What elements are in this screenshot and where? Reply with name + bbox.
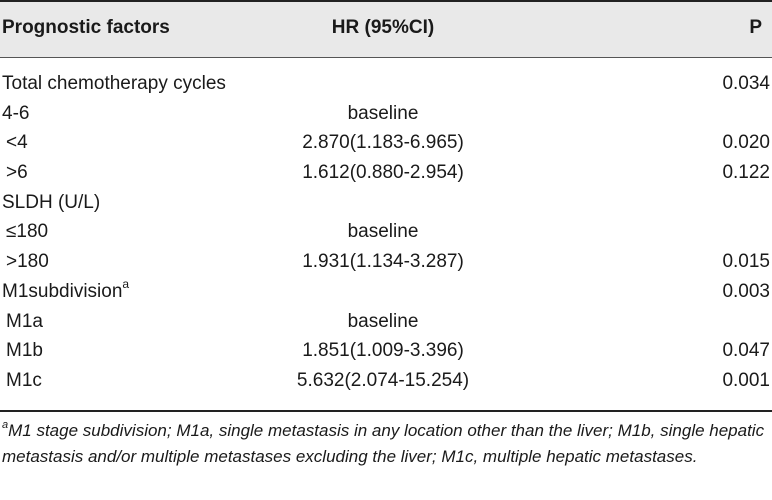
prognostic-factor-cell: [6, 336, 43, 366]
prognostic-factor-cell: [6, 307, 43, 337]
hr-cell: 1.851(1.009-3.396): [302, 340, 464, 362]
header-p: P: [749, 17, 762, 38]
table-row: [0, 366, 772, 396]
prognostic-factor-cell: [6, 366, 42, 396]
table-row: [0, 188, 772, 218]
table-top-rule: [0, 0, 772, 2]
prognostic-factor-cell: [2, 69, 226, 99]
p-value-cell: 0.034: [722, 73, 770, 94]
hr-cell: 5.632(2.074-15.254): [296, 369, 470, 391]
prognostic-factor-cell: [2, 188, 100, 218]
factor-superscript: a: [122, 277, 130, 292]
header-hr: HR (95%CI): [331, 17, 435, 38]
table-row: [0, 247, 772, 277]
factor-label: M1subdivision: [2, 280, 123, 302]
p-value-cell: 0.003: [722, 280, 770, 302]
p-value-cell: 0.015: [722, 251, 770, 273]
hr-cell: 2.870(1.183-6.965): [302, 132, 464, 154]
header-prognostic-factors: Prognostic factors: [2, 17, 170, 38]
footnote-text: M1 stage subdivision; M1a, single metastasis in any location other than the liver; M1b, single hepatic metastasis and/or multiple metastases excluding the liver; M1c, multiple hepatic metastases.: [2, 421, 765, 466]
table-row: [0, 128, 772, 158]
hr-cell: baseline: [347, 310, 419, 332]
factor-label: M1a: [6, 310, 43, 332]
table-header-rule: [0, 57, 772, 58]
table-body: [0, 69, 772, 396]
prognostic-factor-cell: [6, 217, 48, 247]
p-value-cell: 0.122: [722, 162, 770, 184]
factor-label: Total chemotherapy cycles: [2, 73, 226, 94]
table-row: [0, 307, 772, 337]
factor-label: ≤180: [6, 221, 49, 243]
p-value-cell: 0.001: [722, 369, 770, 391]
factor-label: >180: [6, 251, 49, 273]
p-value-cell: 0.047: [722, 340, 770, 362]
hr-cell: 1.931(1.134-3.287): [302, 251, 464, 273]
table-row: [0, 69, 772, 99]
table-row: [0, 336, 772, 366]
footnote-marker: a: [2, 419, 9, 432]
factor-label: >6: [6, 162, 28, 184]
factor-label: M1b: [6, 340, 43, 362]
prognostic-factor-cell: [6, 247, 49, 277]
prognostic-factor-cell: [2, 277, 129, 307]
hr-cell: baseline: [347, 221, 419, 243]
table-row: [0, 99, 772, 129]
table-bottom-rule: [0, 410, 772, 412]
prognostic-factor-cell: [6, 128, 28, 158]
hr-cell: 1.612(0.880-2.954): [302, 162, 464, 184]
factor-label: SLDH (U/L): [2, 191, 101, 213]
table-row: [0, 217, 772, 247]
hr-cell: baseline: [347, 102, 419, 124]
factor-label: 4-6: [2, 102, 30, 124]
factor-label: <4: [6, 132, 28, 154]
p-value-cell: 0.020: [722, 132, 770, 154]
table-row: [0, 277, 772, 307]
table-footnote: [2, 418, 767, 469]
table-row: [0, 158, 772, 188]
factor-label: M1c: [6, 369, 42, 391]
prognostic-factor-cell: [2, 99, 29, 129]
prognostic-factor-cell: [6, 158, 28, 188]
